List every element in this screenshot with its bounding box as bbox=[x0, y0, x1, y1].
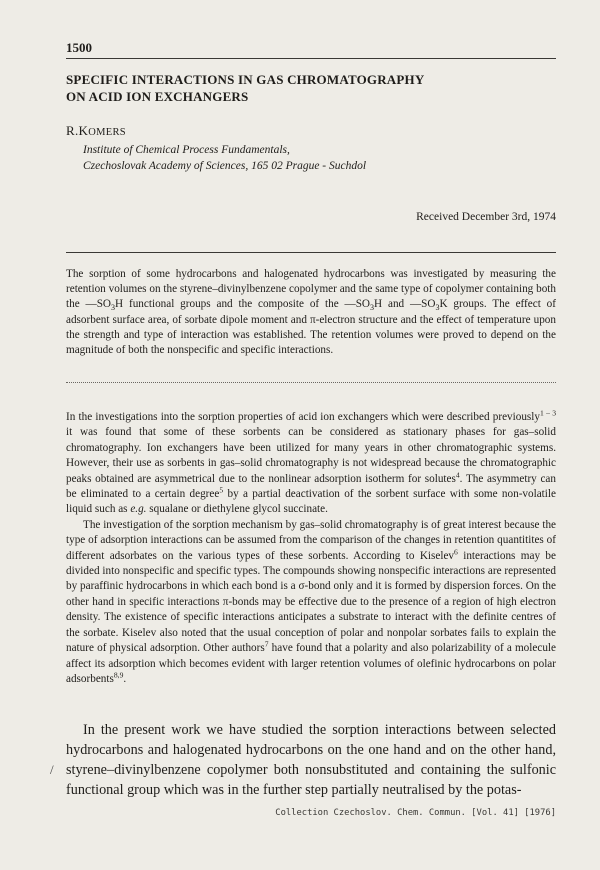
abstract-top-rule bbox=[66, 252, 556, 253]
body-text bbox=[66, 410, 556, 687]
title-line-2: ON ACID ION EXCHANGERS bbox=[66, 89, 249, 104]
paragraph-1: In the investigations into the sorption properties of acid ion exchangers which were described previously$^{1 - 3}$ it was found that some of these sorbents can be considered as stationary phases for gas–solid chromatography. Ion exchangers have been utilized for many years in other chromatographic systems. However, their use as sorbents in gas–solid chromatography is not widespread because the chromatographic peaks obtained are asymmetrical due to the nonlinear adsorption isotherm for solutes$^4$. The asymmetry can be eliminated to a certain degree$^5$ by a partial deactivation of the sorbent surface with some non-volatile liquid such as e.g. squalane or diethylene glycol succinate. bbox=[66, 408, 557, 516]
paragraph-3: In the present work we have studied the sorption interactions between selected hydrocarbons and halogenated hydrocarbons on the one hand and on the other hand, styrene–divinylbenzene copolymer both nonsubstituted and containing the sulfonic functional group which was in the further step partially neutralised by the potas- bbox=[66, 722, 556, 798]
author-surname-rest: OMERS bbox=[88, 127, 126, 138]
header-rule bbox=[66, 58, 556, 59]
paragraph-2: The investigation of the sorption mechanism by gas–solid chromatography is of great interest because the type of adsorption interactions can be assumed from the comparison of the changes in retention quantitites of different adsorbates on the various types of these sorbents. According to Kiselev$^6$ interactions may be divided into nonspecific and specific types. The compounds showing nonspecific interactions are represented by paraffinic hydrocarbons in which each bond is a σ-bond only and it is formed by dispersion forces. On the other hand in specific interactions π-bonds may be effective due to the presence of a region of high electron density. The existence of specific interactions anticipates a substrate to interact with the definite centres of the sorbate. Kiselev also noted that the usual conception of polar and nonpolar sorbates fails to explain the nature of physical adsorption. Other authors$^7$ have found that a polarity and also polarizability of a molecule affect its adsorption which becomes evident with larger retention volumes of olefinic hydrocarbons on polar adsorbents$^{8,9}$. bbox=[66, 518, 556, 685]
article-title bbox=[66, 71, 556, 105]
journal-citation: Collection Czechoslov. Chem. Commun. [Vol. 41] [1976] bbox=[275, 808, 556, 818]
page-number: 1500 bbox=[66, 40, 92, 55]
abstract: The sorption of some hydrocarbons and halogenated hydrocarbons was investigated by measuring the retention volumes on the styrene–divinylbenzene copolymer and the same type of copolymer containing both the $—SO_3H$ functional groups and the composite of the $—SO_3H$ and $—SO_3K$ groups. The effect of adsorbent surface area, of sorbate dipole moment and π-electron structure and the effect of temperature upon the strength and type of interaction was established. The retention volumes were proved to depend on the magnitude of both the nonspecific and specific interactions. bbox=[66, 268, 556, 357]
affiliation bbox=[83, 143, 366, 174]
author-surname-initial: K bbox=[78, 123, 89, 138]
received-date: Received December 3rd, 1974 bbox=[416, 211, 556, 223]
title-line-1: SPECIFIC INTERACTIONS IN GAS CHROMATOGRAPHY bbox=[66, 72, 425, 87]
body-text-large bbox=[66, 720, 556, 800]
affiliation-line-2: Czechoslovak Academy of Sciences, 165 02 Prague - Suchdol bbox=[83, 159, 367, 172]
author-initial: R. bbox=[66, 123, 79, 138]
affiliation-line-1: Institute of Chemical Process Fundamentals, bbox=[83, 144, 290, 156]
margin-pencil-mark: / bbox=[50, 762, 54, 777]
author-name bbox=[66, 123, 126, 139]
abstract-bottom-rule bbox=[66, 382, 556, 383]
